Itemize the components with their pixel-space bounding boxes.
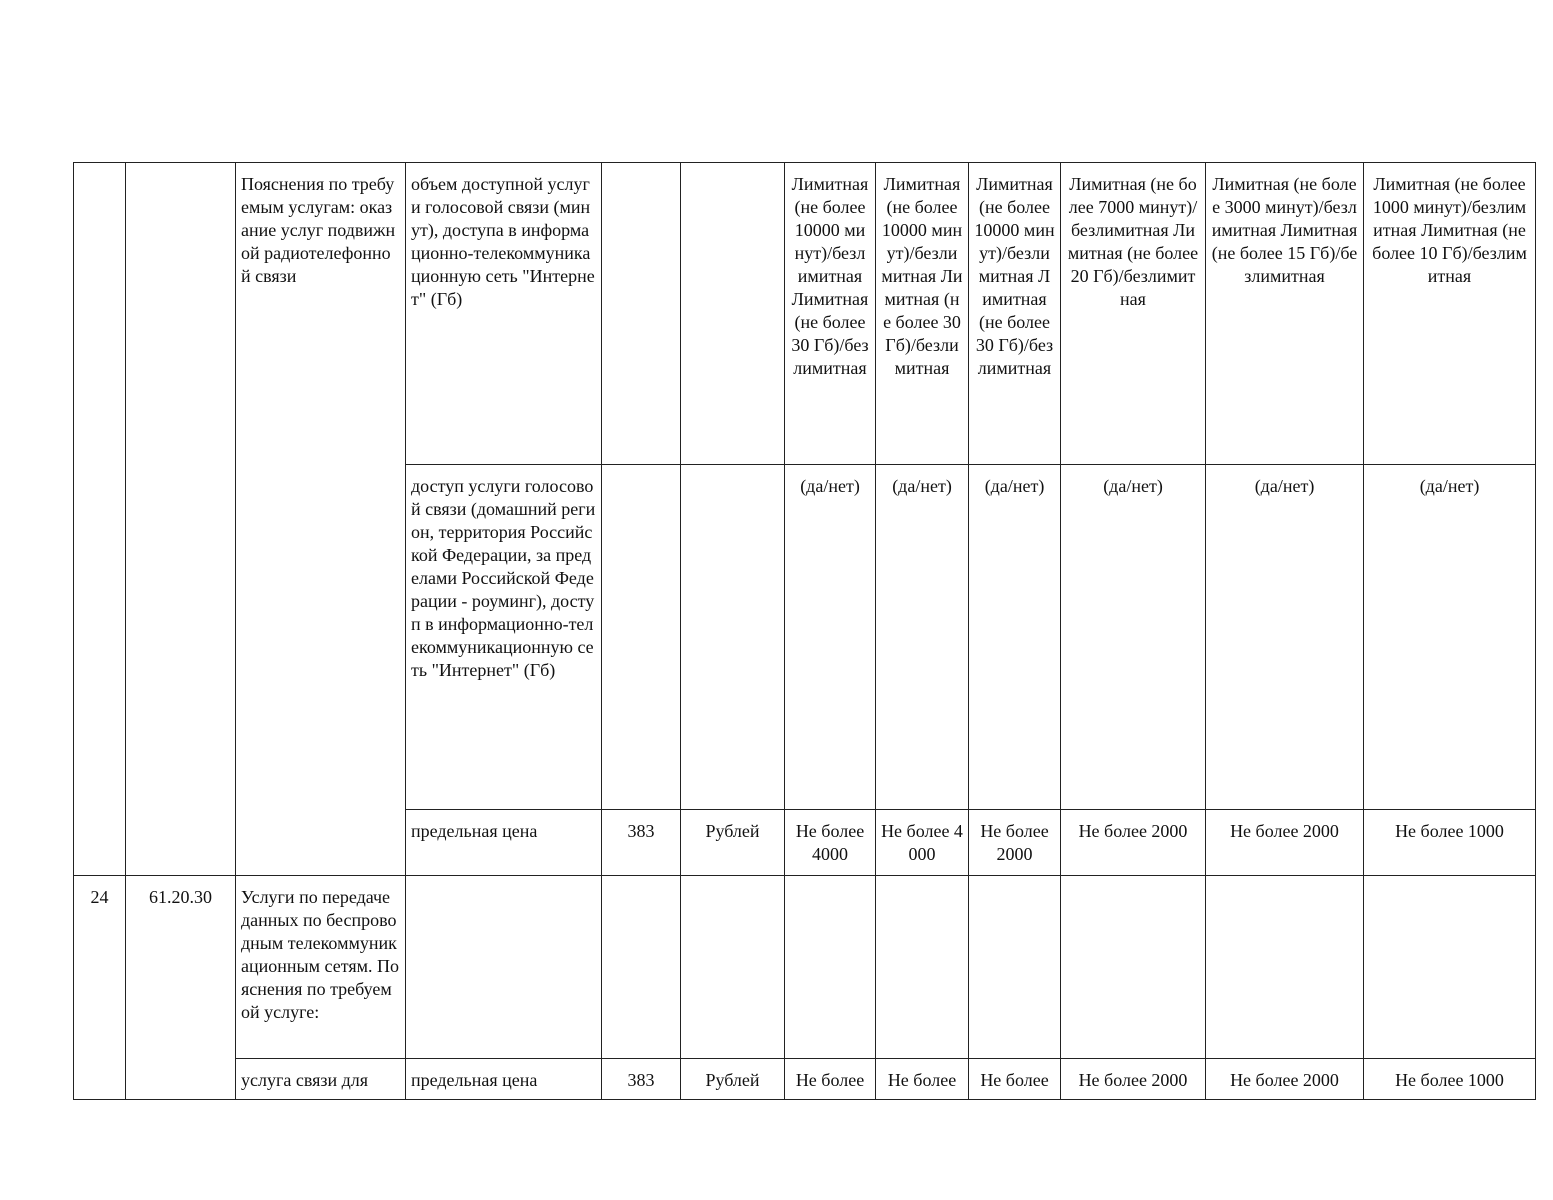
value-cell <box>785 876 876 1059</box>
value-cell: Не более 2000 <box>969 810 1061 876</box>
unit-cell <box>681 876 785 1059</box>
characteristic-name: предельная цена <box>406 1059 602 1100</box>
value-cell: (да/нет) <box>1364 465 1536 810</box>
value-cell: Не более 1000 <box>1364 1059 1536 1100</box>
characteristic-name: доступ услуги голосовой связи (домашний регион, территория Российской Федерации, за пределами Российской Федерации - роуминг), доступ в информационно-телекоммуникационную сеть "Интернет" (Гб) <box>406 465 602 810</box>
service-sub-description: услуга связи для <box>236 1059 406 1100</box>
okei-code: 383 <box>602 810 681 876</box>
value-cell: Не более 2000 <box>1206 810 1364 876</box>
value-cell: Не более 2000 <box>1206 1059 1364 1100</box>
value-cell: (да/нет) <box>1206 465 1364 810</box>
value-cell <box>969 876 1061 1059</box>
value-cell: Не более <box>969 1059 1061 1100</box>
service-description-cell <box>236 163 406 876</box>
value-cell <box>1364 876 1536 1059</box>
okei-code-cell <box>602 465 681 810</box>
unit-name: Рублей <box>681 1059 785 1100</box>
value-cell <box>1206 876 1364 1059</box>
okei-code: 383 <box>602 1059 681 1100</box>
value-cell: Не более <box>785 1059 876 1100</box>
value-cell: Не более 4000 <box>876 810 969 876</box>
value-cell: Не более <box>876 1059 969 1100</box>
value-cell: Лимитная (не более 7000 минут)/безлимитная Лимитная (не более 20 Гб)/безлимитная <box>1061 163 1206 465</box>
value-cell: Не более 4000 <box>785 810 876 876</box>
characteristic-name: предельная цена <box>406 810 602 876</box>
unit-cell <box>681 163 785 465</box>
okpd-code: 61.20.30 <box>126 876 236 1100</box>
okei-code-cell <box>602 163 681 465</box>
value-cell: Лимитная (не более 10000 минут)/безлимитная Лимитная (не более 30 Гб)/безлимитная <box>969 163 1061 465</box>
unit-name: Рублей <box>681 810 785 876</box>
table-row <box>74 163 1536 465</box>
value-cell: Лимитная (не более 1000 минут)/безлимитная Лимитная (не более 10 Гб)/безлимитная <box>1364 163 1536 465</box>
value-cell <box>876 876 969 1059</box>
value-cell: Лимитная (не более 10000 минут)/безлимитная Лимитная (не более 30 Гб)/безлимитная <box>785 163 876 465</box>
service-description: Пояснения по требуемым услугам: оказание услуг подвижной радиотелефонной связи <box>241 174 396 286</box>
value-cell: Лимитная (не более 3000 минут)/безлимитная Лимитная (не более 15 Гб)/безлимитная <box>1206 163 1364 465</box>
value-cell: (да/нет) <box>969 465 1061 810</box>
unit-cell <box>681 465 785 810</box>
value-cell: (да/нет) <box>1061 465 1206 810</box>
value-cell: Лимитная (не более 10000 минут)/безлимитная Лимитная (не более 30 Гб)/безлимитная <box>876 163 969 465</box>
value-cell: Не более 2000 <box>1061 1059 1206 1100</box>
service-description: Услуги по передаче данных по беспроводным телекоммуникационным сетям. Пояснения по требуемой услуге: <box>236 876 406 1059</box>
row-number: 24 <box>74 876 126 1100</box>
value-cell: Не более 2000 <box>1061 810 1206 876</box>
characteristic-name-cell <box>406 876 602 1059</box>
value-cell: (да/нет) <box>785 465 876 810</box>
table-row <box>74 1059 1536 1100</box>
value-cell <box>1061 876 1206 1059</box>
table-row <box>74 876 1536 1059</box>
characteristic-name: объем доступной услуги голосовой связи (минут), доступа в информационно-телекоммуникационную сеть "Интернет" (Гб) <box>406 163 602 465</box>
okei-code-cell <box>602 876 681 1059</box>
row-number-cell <box>74 163 126 876</box>
okpd-code-cell <box>126 163 236 876</box>
value-cell: (да/нет) <box>876 465 969 810</box>
value-cell: Не более 1000 <box>1364 810 1536 876</box>
document-table <box>73 162 1536 1100</box>
